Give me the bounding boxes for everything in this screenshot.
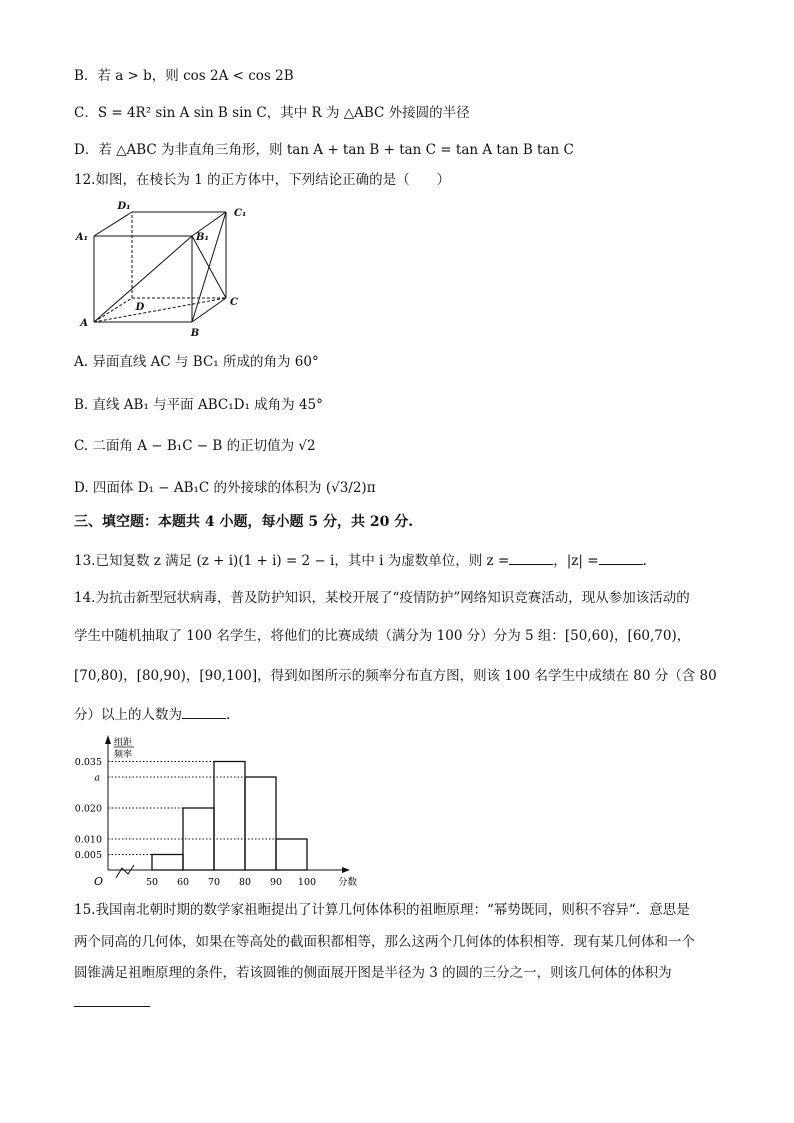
cube-diagram [74, 198, 264, 340]
y-tick-label-1: 0.035 [74, 757, 102, 768]
q12-option-b: B. 直线 AB₁ 与平面 ABC₁D₁ 成角为 45° [74, 397, 323, 413]
label-a1: A₁ [75, 232, 88, 243]
y-tick-label-3: 0.020 [74, 803, 102, 815]
q12-option-d: D. 四面体 D₁ − AB₁C 的外接球的体积为 (√3/2)π [74, 480, 376, 496]
x-tick-label-4: 80 [238, 877, 252, 888]
edge-b-c [192, 298, 226, 322]
q14-line-4 [74, 704, 230, 725]
section-3-heading: 三、填空题：本题共 4 小题，每小题 5 分，共 20 分. [74, 514, 414, 530]
x-tick-label-6: 100 [297, 877, 317, 888]
y-axis-arrow [105, 735, 111, 744]
segment-b-c1 [192, 212, 226, 322]
axis-break-mark [116, 865, 134, 878]
q13-blank-2 [599, 550, 643, 565]
q12-option-c: C. 二面角 A − B₁C − B 的正切值为 √2 [74, 438, 316, 454]
edge-a-d [94, 298, 132, 322]
q15-blank [74, 1000, 150, 1007]
histogram-bar-2 [183, 808, 214, 870]
label-c1: C₁ [234, 208, 247, 219]
histogram-bar-5 [276, 839, 307, 870]
q11-option-d: D．若 △ABC 为非直角三角形，则 tan A + tan B + tan C = tan A tan B tan C [74, 142, 574, 158]
x-tick-label-1: 50 [145, 877, 159, 888]
q12-option-a: A. 异面直线 AC 与 BC₁ 所成的角为 60° [74, 354, 319, 370]
q13 [74, 550, 647, 571]
x-axis-arrow [342, 867, 350, 873]
label-c: C [230, 297, 238, 308]
segment-a-c [94, 298, 226, 322]
q15-line-2: 两个同高的几何体，如果在等高处的截面积都相等，那么这两个几何体的体积相等．现有某几何体和一个 [74, 934, 695, 950]
q13-part2: ，|z| = [553, 553, 599, 569]
q14-line-4-text: 分）以上的人数为 [74, 707, 182, 723]
q15-line-1: 15.我国南北朝时期的数学家祖暅提出了计算几何体体积的祖暅原理：“幂势既同，则积不容异“．意思是 [74, 902, 690, 918]
histogram-bar-3 [214, 762, 245, 871]
label-b1: B₁ [196, 232, 209, 243]
q13-part1: 13.已知复数 z 满足 (z + i)(1 + i) = 2 − i，其中 i 为虚数单位，则 z = [74, 553, 510, 569]
edge-a1-d1 [94, 212, 132, 236]
q14-blank [182, 704, 226, 719]
label-d1: D₁ [117, 201, 131, 212]
histogram-bar-4 [245, 777, 276, 870]
label-d: D [135, 302, 145, 313]
label-b: B [190, 328, 200, 339]
q14-line-2: 学生中随机抽取了 100 名学生，将他们的比赛成绩（满分为 100 分）分为 5 组：[50,60)，[60,70)， [74, 628, 691, 644]
q11-option-b: B．若 a > b，则 cos 2A < cos 2B [74, 68, 294, 84]
y-tick-label-4: 0.010 [74, 834, 102, 846]
q13-blank-1 [509, 550, 553, 565]
y-axis-title-top: 组距 [114, 738, 133, 748]
y-axis-title-bottom: 频率 [114, 750, 133, 760]
x-tick-label-2: 60 [176, 877, 190, 888]
q14-line-3: [70,80)，[80,90)，[90,100]，得到如图所示的频率分布直方图，则该 100 名学生中成绩在 80 分（含 80 [74, 668, 717, 684]
x-axis-title: 分数 [338, 877, 358, 888]
histogram-bar-1 [152, 855, 183, 871]
q14-line-4-end: . [226, 707, 231, 723]
q12-stem: 12.如图，在棱长为 1 的正方体中，下列结论正确的是（ ） [74, 172, 451, 188]
q14-line-1: 14.为抗击新型冠状病毒，普及防护知识，某校开展了“疫情防护”网络知识竞赛活动，现从参加该活动的 [74, 590, 690, 606]
q15-line-3: 圆锥满足祖暅原理的条件，若该圆锥的侧面展开图是半径为 3 的圆的三分之一，则该几何体的体积为 [74, 965, 672, 981]
frequency-histogram [74, 732, 364, 892]
x-tick-label-3: 70 [207, 877, 221, 888]
y-tick-label-5: 0.005 [74, 850, 102, 861]
q13-part3: . [642, 553, 647, 569]
x-tick-label-5: 90 [269, 877, 283, 888]
y-tick-label-2: a [94, 772, 100, 784]
label-a: A [80, 318, 88, 329]
origin-label: O [94, 875, 104, 888]
q11-option-c: C．S = 4R² sin A sin B sin C，其中 R 为 △ABC 外接圆的半径 [74, 105, 470, 121]
